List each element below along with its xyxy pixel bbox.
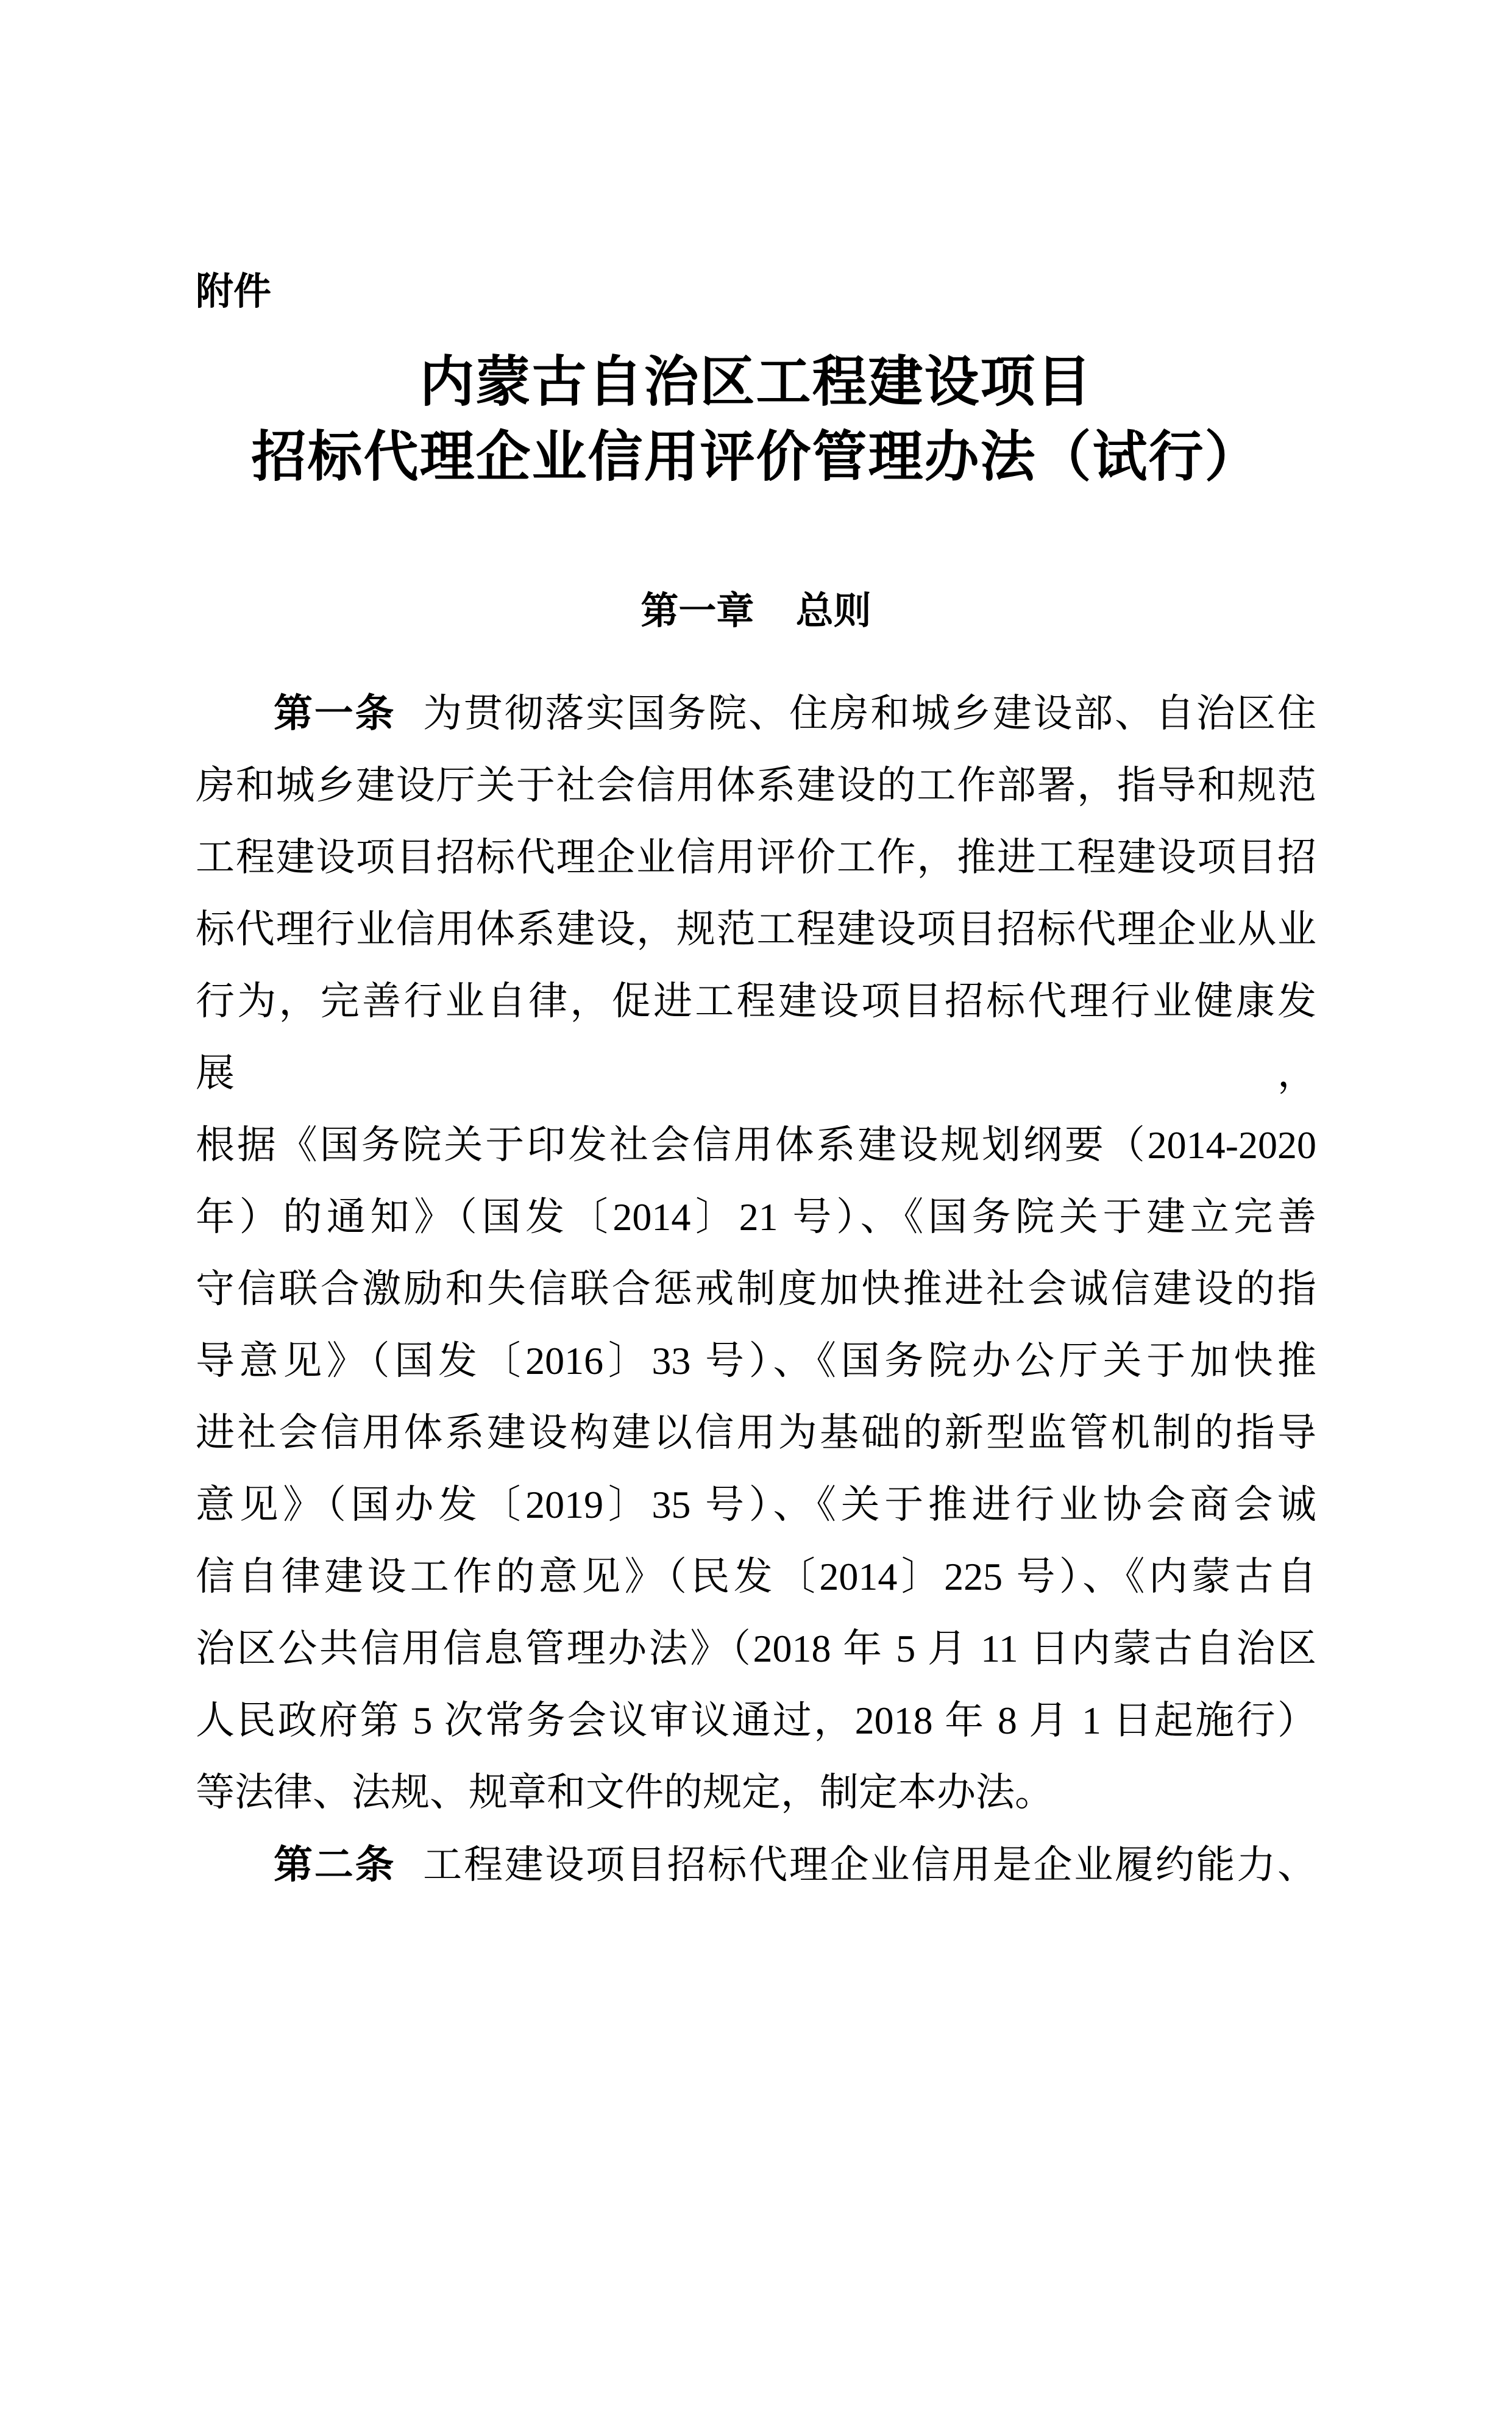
body-line: 人民政府第 5 次常务会议审议通过，2018 年 8 月 1 日起施行）	[196, 1699, 1316, 1742]
article1-first-line-text: 为贯彻落实国务院、住房和城乡建设部、自治区住	[423, 692, 1317, 735]
article2-first-line	[196, 1829, 1316, 1901]
article2-number: 第二条	[274, 1843, 396, 1887]
body-line: 守信联合激励和失信联合惩戒制度加快推进社会诚信建设的指	[196, 1267, 1316, 1311]
body-line: 根据《国务院关于印发社会信用体系建设规划纲要（2014-2020	[196, 1123, 1316, 1167]
body-line: 信自律建设工作的意见》（民发〔2014〕225 号）、《内蒙古自	[196, 1555, 1316, 1598]
chapter-number: 第一章	[641, 590, 754, 632]
chapter-heading	[196, 591, 1316, 631]
body-line: 等法律、法规、规章和文件的规定，制定本办法。	[196, 1771, 1054, 1814]
document-title	[196, 345, 1316, 495]
body-line: 房和城乡建设厅关于社会信用体系建设的工作部署，指导和规范	[196, 764, 1316, 807]
chapter-title: 总则	[795, 590, 871, 632]
document-page	[0, 273, 1512, 2412]
title-line-1: 内蒙古自治区工程建设项目	[419, 352, 1093, 413]
article1-lines	[196, 750, 1316, 1829]
article1-first-line	[196, 677, 1316, 750]
body-line: 导意见》（国发〔2016〕33 号）、《国务院办公厅关于加快推	[196, 1339, 1316, 1382]
body-line: 工程建设项目招标代理企业信用评价工作，推进工程建设项目招	[196, 836, 1316, 879]
attachment-label: 附件	[196, 271, 272, 313]
title-line-2: 招标代理企业信用评价管理办法（试行）	[251, 427, 1261, 488]
document-body	[196, 677, 1316, 1901]
body-line: 进社会信用体系建设构建以信用为基础的新型监管机制的指导	[196, 1411, 1316, 1454]
body-line: 意见》（国办发〔2019〕35 号）、《关于推进行业协会商会诚	[196, 1483, 1316, 1526]
body-line: 年）的通知》（国发〔2014〕21 号）、《国务院关于建立完善	[196, 1195, 1316, 1239]
body-line: 治区公共信用信息管理办法》（2018 年 5 月 11 日内蒙古自治区	[196, 1627, 1316, 1670]
body-line: 标代理行业信用体系建设，规范工程建设项目招标代理企业从业	[196, 908, 1316, 951]
body-line: 行为，完善行业自律，促进工程建设项目招标代理行业健康发展，	[196, 980, 1316, 1095]
article2-first-line-text: 工程建设项目招标代理企业信用是企业履约能力、	[423, 1843, 1317, 1887]
article1-number: 第一条	[274, 691, 396, 735]
